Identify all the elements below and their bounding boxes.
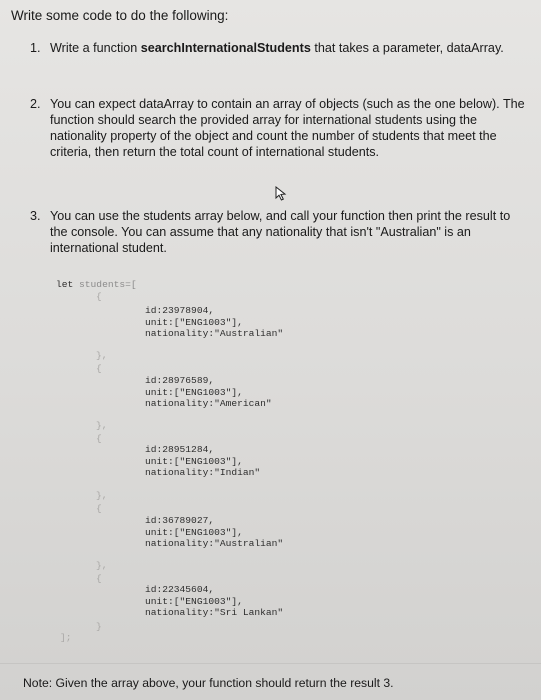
divider bbox=[0, 663, 541, 664]
list-item-text: You can expect dataArray to contain an array of objects (such as the one below). The function should search the provided array for international students using the nationality property of the object and count the number of students that meet the criteria, then return the total count of international students. bbox=[50, 97, 525, 159]
code-id: id:36789027, bbox=[145, 515, 215, 526]
code-id: id:23978904, bbox=[145, 305, 215, 316]
code-separator-close: }, bbox=[96, 420, 108, 431]
code-id: id:22345604, bbox=[145, 584, 215, 595]
code-id: id:28951284, bbox=[145, 444, 215, 455]
code-open-brace: { bbox=[96, 291, 102, 302]
code-student-4 bbox=[145, 515, 283, 550]
code-separator-close: }, bbox=[96, 560, 108, 571]
code-nationality: nationality:"Indian" bbox=[145, 467, 261, 478]
code-nationality: nationality:"Sri Lankan" bbox=[145, 607, 284, 618]
list-item-2 bbox=[30, 96, 530, 160]
code-keyword: let bbox=[56, 279, 74, 290]
list-item-3 bbox=[30, 208, 530, 256]
code-separator-close: }, bbox=[96, 490, 108, 501]
code-unit: unit:["ENG1003"], bbox=[145, 386, 243, 398]
list-number: 3. bbox=[30, 209, 41, 223]
code-nationality: nationality:"American" bbox=[145, 398, 272, 409]
note-text: Note: Given the array above, your function should return the result 3. bbox=[23, 676, 394, 690]
code-unit: unit:["ENG1003"], bbox=[145, 595, 243, 607]
list-item-1 bbox=[30, 40, 530, 56]
mouse-pointer-icon bbox=[275, 186, 287, 201]
code-separator-open: { bbox=[96, 503, 102, 514]
code-separator-open: { bbox=[96, 573, 102, 584]
code-id: id:28976589, bbox=[145, 375, 215, 386]
code-close-brace: } bbox=[96, 621, 102, 632]
list-item-text: Write a function searchInternationalStudents that takes a parameter, dataArray. bbox=[50, 41, 504, 55]
code-nationality: nationality:"Australian" bbox=[145, 538, 284, 549]
function-name: searchInternationalStudents bbox=[140, 41, 311, 55]
intro-text: Write some code to do the following: bbox=[11, 8, 229, 23]
code-separator-open: { bbox=[96, 433, 102, 444]
code-unit: unit:["ENG1003"], bbox=[145, 455, 243, 467]
list-number: 1. bbox=[30, 41, 41, 55]
code-student-1 bbox=[145, 305, 283, 340]
code-student-2 bbox=[145, 375, 272, 410]
code-array-end: ]; bbox=[60, 632, 72, 643]
code-declaration bbox=[56, 279, 137, 291]
code-student-3 bbox=[145, 444, 260, 479]
code-declaration-text: students=[ bbox=[73, 279, 137, 290]
code-separator-open: { bbox=[96, 363, 102, 374]
code-student-5 bbox=[145, 584, 283, 619]
code-unit: unit:["ENG1003"], bbox=[145, 526, 243, 538]
list-item-text: You can use the students array below, and call your function then print the result to the console. You can assume that any nationality that isn't "Australian" is an international student. bbox=[50, 209, 511, 255]
code-nationality: nationality:"Australian" bbox=[145, 328, 284, 339]
code-unit: unit:["ENG1003"], bbox=[145, 316, 243, 328]
code-separator-close: }, bbox=[96, 350, 108, 361]
list-number: 2. bbox=[30, 97, 41, 111]
